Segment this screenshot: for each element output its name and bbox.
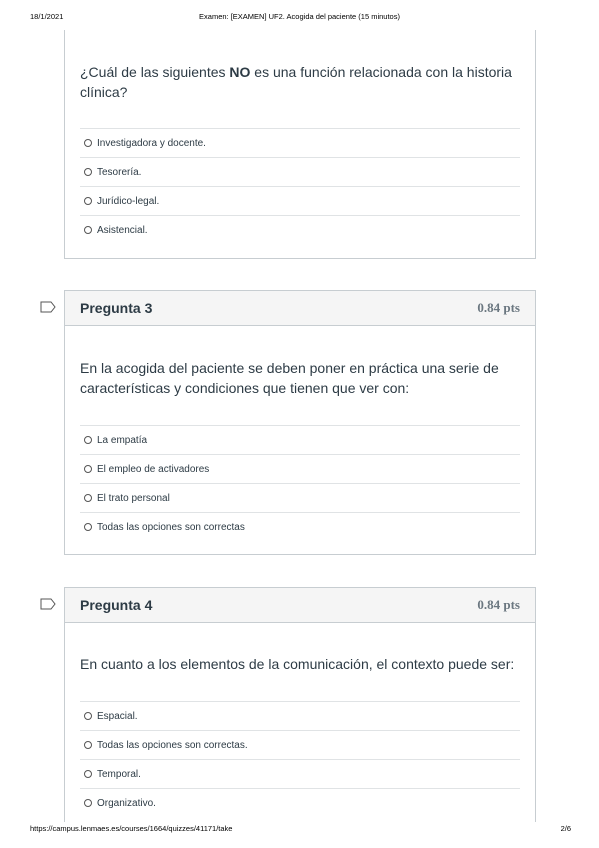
answer-option[interactable] (80, 788, 520, 817)
question-card-3 (64, 290, 536, 555)
answer-label: Jurídico-legal. (97, 195, 160, 207)
answer-option[interactable] (80, 186, 520, 215)
answer-list (80, 425, 520, 541)
answer-label: Organizativo. (97, 797, 156, 809)
radio-icon[interactable] (84, 139, 92, 147)
flag-question-icon[interactable] (40, 598, 57, 610)
radio-icon[interactable] (84, 168, 92, 176)
radio-icon[interactable] (84, 226, 92, 234)
radio-icon[interactable] (84, 436, 92, 444)
question-name: Pregunta 4 (80, 597, 153, 613)
question-name: Pregunta 3 (80, 300, 153, 316)
answer-label: Espacial. (97, 710, 138, 722)
flag-question-icon[interactable] (40, 301, 57, 313)
answer-option[interactable] (80, 483, 520, 512)
answer-option[interactable] (80, 759, 520, 788)
answer-label: Tesorería. (97, 166, 142, 178)
radio-icon[interactable] (84, 197, 92, 205)
question-points: 0.84 pts (477, 597, 520, 612)
answer-label: Asistencial. (97, 224, 148, 236)
question-emphasis: NO (229, 64, 251, 80)
answer-label: El empleo de activadores (97, 463, 210, 475)
answer-option[interactable] (80, 454, 520, 483)
answer-label: Temporal. (97, 768, 141, 780)
answer-label: El trato personal (97, 492, 170, 504)
print-page-number: 2/6 (560, 824, 571, 833)
answer-option[interactable] (80, 128, 520, 157)
answer-list (80, 128, 520, 244)
radio-icon[interactable] (84, 741, 92, 749)
radio-icon[interactable] (84, 799, 92, 807)
answer-label: Investigadora y docente. (97, 137, 206, 149)
question-points: 0.84 pts (477, 300, 520, 315)
radio-icon[interactable] (84, 523, 92, 531)
answer-list (80, 701, 520, 817)
answer-option[interactable] (80, 425, 520, 454)
print-date: 18/1/2021 (30, 12, 64, 21)
answer-option[interactable] (80, 215, 520, 244)
print-title: Examen: [EXAMEN] UF2. Acogida del paciente (15 minutos) (199, 12, 400, 21)
answer-option[interactable] (80, 730, 520, 759)
answer-label: La empatía (97, 434, 148, 446)
question-text: ¿Cuál de las siguientes NO es una función relacionada con la historia clínica? (80, 64, 512, 100)
question-card-4 (64, 587, 536, 822)
answer-option[interactable] (80, 701, 520, 730)
radio-icon[interactable] (84, 712, 92, 720)
print-url: https://campus.lenmaes.es/courses/1664/quizzes/41171/take (30, 824, 233, 833)
question-text: En cuanto a los elementos de la comunicación, el contexto puede ser: (80, 656, 515, 672)
answer-option[interactable] (80, 157, 520, 186)
radio-icon[interactable] (84, 494, 92, 502)
answer-option[interactable] (80, 512, 520, 541)
radio-icon[interactable] (84, 770, 92, 778)
question-header (65, 291, 535, 326)
question-header (65, 588, 535, 623)
question-card-2 (64, 30, 536, 259)
answer-label: Todas las opciones son correctas (97, 521, 245, 533)
answer-label: Todas las opciones son correctas. (97, 739, 248, 751)
radio-icon[interactable] (84, 465, 92, 473)
question-text: En la acogida del paciente se deben poner en práctica una serie de características y condiciones que tienen que ver con: (80, 360, 499, 396)
